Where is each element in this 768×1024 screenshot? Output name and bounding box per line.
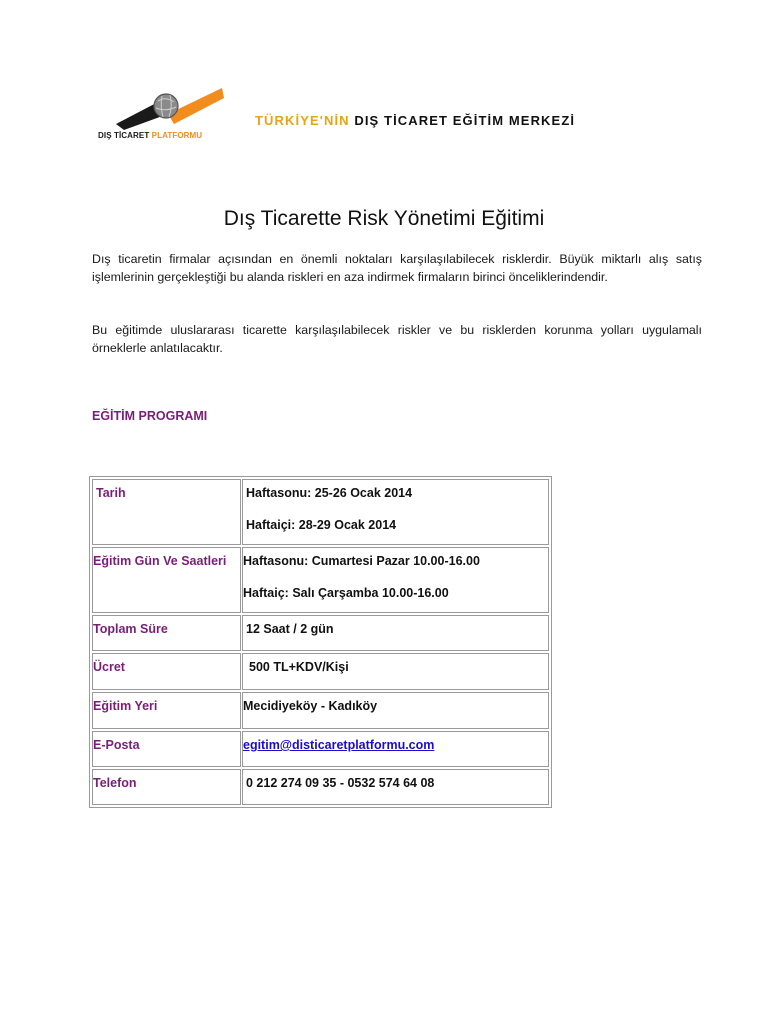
value-cell: [242, 692, 549, 729]
ucret-label: Ücret: [93, 660, 125, 674]
email-link[interactable]: egitim@disticaretplatformu.com: [243, 738, 435, 752]
tarih-label: Tarih: [96, 486, 126, 500]
value-cell: [242, 547, 549, 613]
saat-label: Eğitim Gün Ve Saatleri: [93, 554, 227, 568]
label-cell: [92, 692, 241, 729]
logo-text-orange: PLATFORMU: [151, 131, 203, 140]
table-row-ucret: [92, 653, 549, 690]
value-cell: [242, 731, 549, 767]
label-cell: [92, 479, 241, 545]
label-cell: [92, 615, 241, 651]
logo-wordmark: [98, 131, 202, 140]
yer-label: Eğitim Yeri: [93, 699, 158, 713]
value-cell: [242, 653, 549, 690]
table-row-tarih: [92, 479, 549, 545]
sure-value: 12 Saat / 2 gün: [246, 622, 334, 636]
saat-weekend: Haftasonu: Cumartesi Pazar 10.00-16.00: [243, 554, 480, 568]
logo-mark-icon: [96, 84, 226, 132]
table-row-sure: [92, 615, 549, 651]
document-title: Dış Ticarette Risk Yönetimi Eğitimi: [223, 207, 545, 230]
telefon-value: 0 212 274 09 35 - 0532 574 64 08: [246, 776, 435, 790]
label-cell: [92, 653, 241, 690]
tarih-weekday: Haftaiçi: 28-29 Ocak 2014: [246, 518, 397, 532]
label-cell: [92, 731, 241, 767]
label-cell: [92, 547, 241, 613]
tagline-part-2: DIŞ TİCARET EĞİTİM MERKEZİ: [354, 113, 576, 128]
table-row-yer: [92, 692, 549, 729]
program-table: [89, 476, 552, 808]
logo-text-dark: DIŞ TİCARET: [98, 131, 152, 140]
tagline: [255, 113, 575, 128]
ucret-value: 500 TL+KDV/Kişi: [249, 660, 349, 674]
label-cell: [92, 769, 241, 805]
tagline-part-1: TÜRKİYE'NİN: [255, 113, 355, 128]
yer-value: Mecidiyeköy - Kadıköy: [243, 699, 378, 713]
value-cell: [242, 769, 549, 805]
saat-weekday: Haftaiç: Salı Çarşamba 10.00-16.00: [243, 586, 449, 600]
value-cell: [242, 479, 549, 545]
table-row-eposta: [92, 731, 549, 767]
description-paragraph: Bu eğitimde uluslararası ticarette karşılaşılabilecek riskler ve bu risklerden korunma yolları uygulamalı örneklerle anlatılacaktır.: [92, 323, 702, 355]
table-row-saat: [92, 547, 549, 613]
intro-paragraph: Dış ticaretin firmalar açısından en önemli noktaları karşılaşılabilecek risklerdir. Büyük miktarlı alış satış işlemlerinin gerçekleştiği bu alanda riskleri en aza indirmek firmaların birinci önceliklerindendir.: [92, 252, 702, 284]
sure-label: Toplam Süre: [93, 622, 168, 636]
value-cell: [242, 615, 549, 651]
eposta-label: E-Posta: [93, 738, 140, 752]
section-title: EĞİTİM PROGRAMI: [92, 409, 208, 423]
table-row-telefon: [92, 769, 549, 805]
tarih-weekend: Haftasonu: 25-26 Ocak 2014: [246, 486, 413, 500]
telefon-label: Telefon: [93, 776, 137, 790]
platform-logo: [96, 84, 226, 144]
